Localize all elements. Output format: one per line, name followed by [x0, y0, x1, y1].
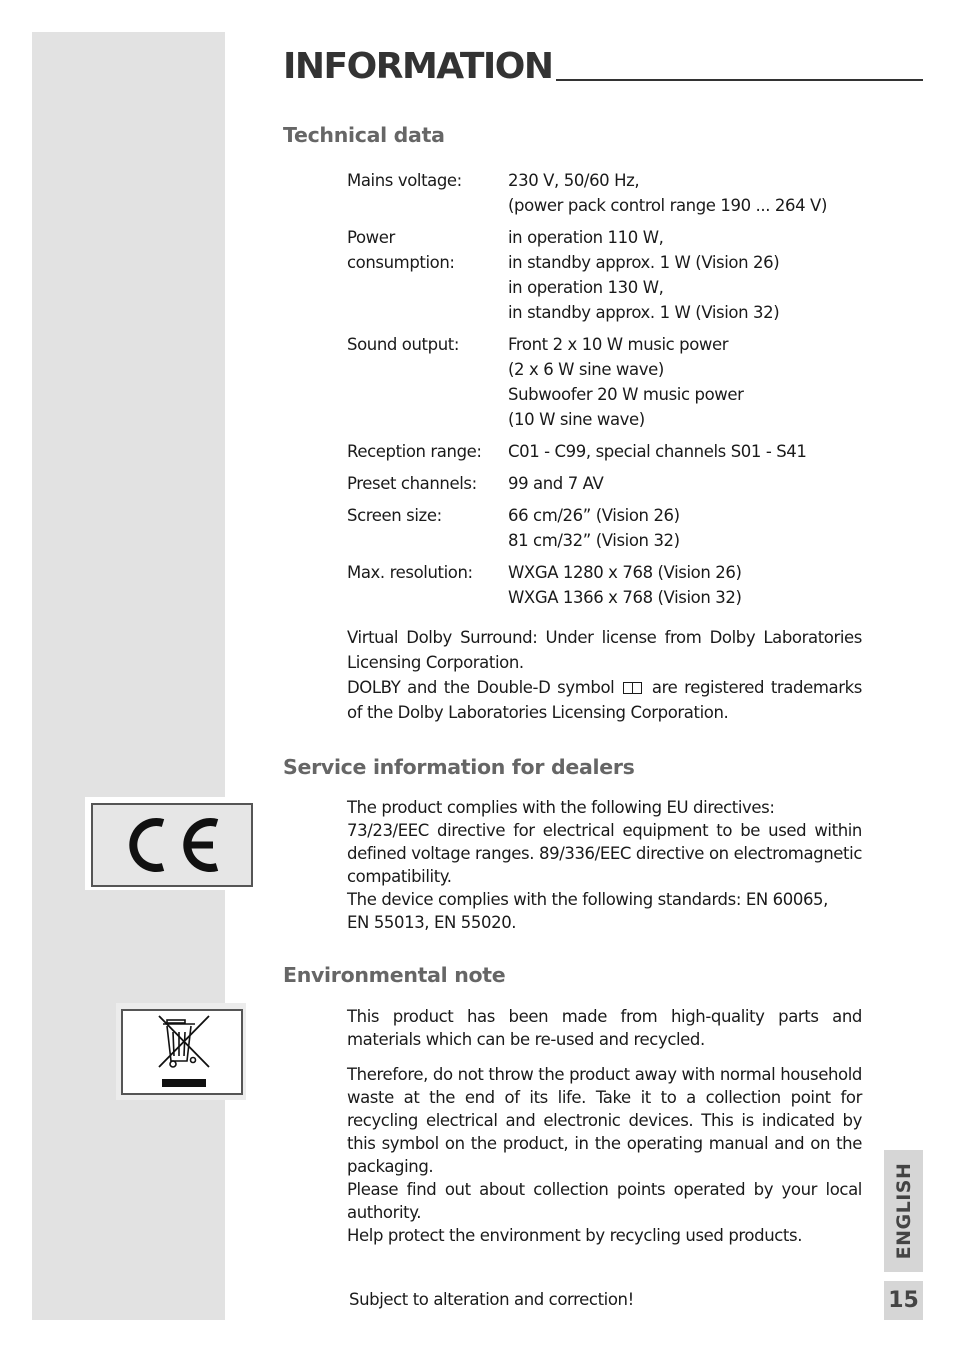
double-d-icon [623, 682, 643, 694]
dolby-trademark-text-start: DOLBY and the Double-D symbol [347, 678, 615, 697]
spec-label: Preset channels: [347, 474, 477, 493]
page-number: 15 [884, 1281, 923, 1320]
spec-value: 99 and 7 AV [508, 474, 604, 493]
environment-paragraph: Please find out about collection points operated by your local authority. [347, 1180, 862, 1222]
service-paragraph: 73/23/EEC directive for electrical equipment to be used within defined voltage ranges. 89/336/EEC directive on electromagnetic compatibility. [347, 821, 862, 886]
technical-data-heading: Technical data [283, 123, 445, 147]
spec-row-screen-size [347, 503, 867, 553]
spec-value: (10 W sine wave) [508, 410, 645, 429]
environment-text [347, 1005, 862, 1247]
environment-paragraph: Therefore, do not throw the product away with normal household waste at the end of its life. Take it to a collection point for recycling electrical and electronic devices. This is indicated by this symbol on the product, in the operating manual and on the packaging. [347, 1065, 862, 1176]
dolby-trademark-text-end: are registered trademarks of the Dolby Laboratories Licensing Corporation. [347, 678, 862, 722]
title-underline [556, 79, 923, 81]
ce-mark-frame [85, 797, 253, 890]
language-tab [884, 1150, 923, 1272]
spec-row-mains-voltage [347, 168, 867, 218]
environment-paragraph: This product has been made from high-quality parts and materials which can be re-used and recycled. [347, 1007, 862, 1049]
ce-mark-icon [93, 805, 251, 885]
spec-row-power-consumption [347, 225, 867, 325]
weee-mark-panel [121, 1009, 243, 1095]
spec-row-preset-channels [347, 471, 867, 496]
language-label: ENGLISH [892, 1162, 915, 1260]
spec-value: WXGA 1366 x 768 (Vision 32) [508, 588, 742, 607]
spec-value: in standby approx. 1 W (Vision 32) [508, 303, 780, 322]
spec-value: C01 - C99, special channels S01 - S41 [508, 442, 807, 461]
environmental-note-heading: Environmental note [283, 963, 506, 987]
page-title: INFORMATION [283, 46, 553, 87]
spec-value: Subwoofer 20 W music power [508, 385, 744, 404]
spec-row-reception-range [347, 439, 867, 464]
left-sidebar-band [32, 32, 225, 1320]
ce-mark-panel [91, 803, 253, 887]
spec-value: in operation 130 W, [508, 278, 664, 297]
spec-label: Reception range: [347, 442, 482, 461]
footer-note: Subject to alteration and correction! [349, 1290, 634, 1309]
spec-value: 66 cm/26” (Vision 26) [508, 506, 680, 525]
service-paragraph: EN 55013, EN 55020. [347, 913, 517, 932]
spec-table [347, 168, 867, 617]
spec-label: Mains voltage: [347, 171, 462, 190]
spec-label: Sound output: [347, 335, 459, 354]
spec-value: (power pack control range 190 ... 264 V) [508, 196, 827, 215]
crossed-out-wheelie-bin-icon [123, 1011, 241, 1093]
spec-value: in operation 110 W, [508, 228, 664, 247]
spec-value: Front 2 x 10 W music power [508, 335, 729, 354]
spec-value: 230 V, 50/60 Hz, [508, 171, 640, 190]
spec-value: WXGA 1280 x 768 (Vision 26) [508, 563, 742, 582]
environment-paragraph: Help protect the environment by recycling used products. [347, 1226, 803, 1245]
spec-value: 81 cm/32” (Vision 32) [508, 531, 680, 550]
weee-mark-frame [116, 1003, 246, 1100]
spec-label: Max. resolution: [347, 563, 473, 582]
spec-row-max-resolution [347, 560, 867, 610]
service-paragraph: The device complies with the following standards: EN 60065, [347, 890, 828, 909]
spec-value: in standby approx. 1 W (Vision 26) [508, 253, 780, 272]
dolby-license-text: Virtual Dolby Surround: Under license from Dolby Laboratories Licensing Corporation. [347, 628, 862, 672]
dolby-trademark-text [347, 675, 862, 725]
dolby-notice [347, 625, 862, 725]
spec-row-sound-output [347, 332, 867, 432]
spec-label: Power consumption: [347, 228, 455, 272]
service-paragraph: The product complies with the following EU directives: [347, 798, 775, 817]
spec-label: Screen size: [347, 506, 442, 525]
service-info-heading: Service information for dealers [283, 755, 635, 779]
spec-value: (2 x 6 W sine wave) [508, 360, 664, 379]
service-text [347, 796, 862, 934]
